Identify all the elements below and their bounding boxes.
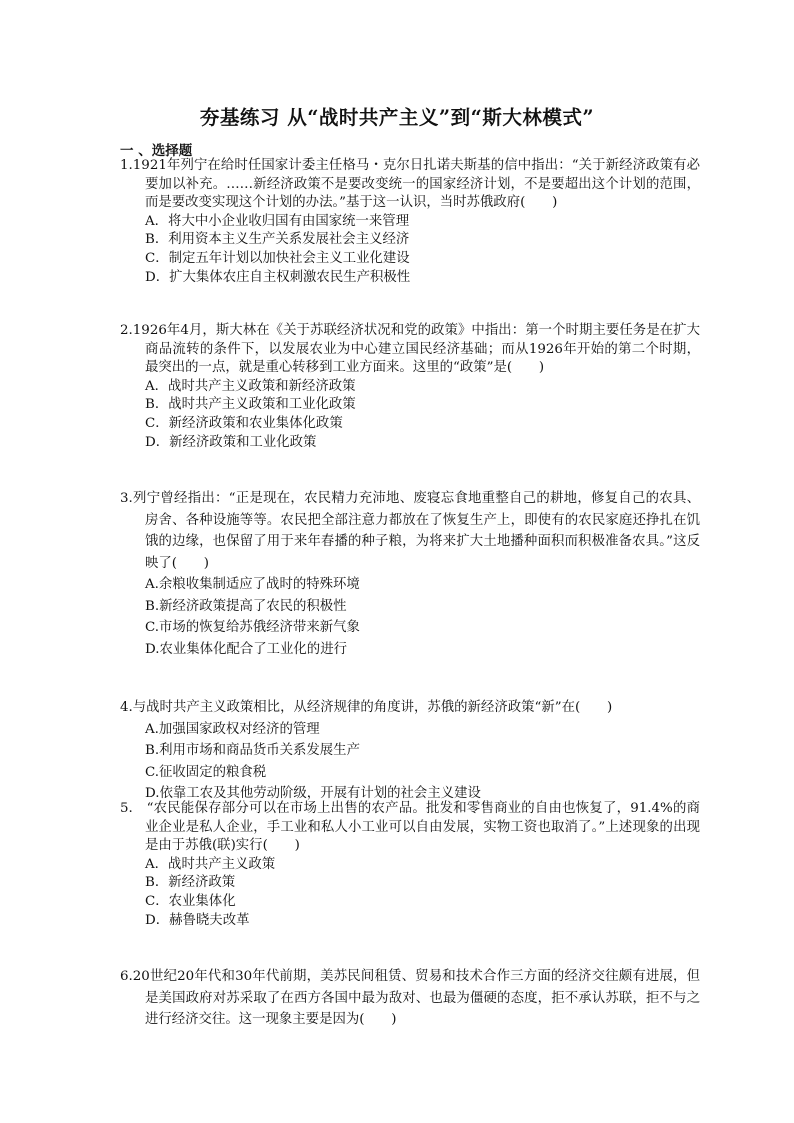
option-d: D.农业集体化配合了工业化的进行 bbox=[145, 641, 347, 657]
question-1 bbox=[120, 157, 700, 287]
question-stem: 4.与战时共产主义政策相比，从经济规律的角度讲，苏俄的新经济政策“新”在( ) bbox=[120, 700, 613, 715]
question-stem: 1.1921年列宁在给时任国家计委主任格马・克尔日扎诺夫斯基的信中指出：“关于新经济政策有必要加以补充。……新经济政策不是要改变统一的国家经济计划，不是要超出这个计划的范围，而是要改变实现这个计划的办法。”基于这一认识，当时苏俄政府( ) bbox=[120, 158, 700, 211]
option-c: C.市场的恢复给苏俄经济带来新气象 bbox=[145, 620, 360, 635]
question-6 bbox=[120, 966, 700, 1031]
option-a: A．将大中小企业收归国有由国家统一来管理 bbox=[145, 213, 410, 229]
option-b: B．战时共产主义政策和工业化政策 bbox=[145, 397, 356, 413]
option-d: D．扩大集体农庄自主权刺激农民生产积极性 bbox=[145, 269, 411, 285]
option-b: B.利用市场和商品货币关系发展生产 bbox=[145, 743, 360, 758]
option-a: A．战时共产主义政策和新经济政策 bbox=[145, 378, 356, 394]
option-c: C．制定五年计划以加快社会主义工业化建设 bbox=[145, 250, 410, 266]
question-stem: 5. “农民能保存部分可以在市场上出售的农产品。批发和零售商业的自由也恢复了，91.4%的商业企业是私人企业，手工业和私人小工业可以自由发展，实物工资也取消了。”上述现象的出现是由于苏俄(联)实行( ) bbox=[120, 801, 700, 854]
option-d: D．赫鲁晓夫改革 bbox=[145, 912, 250, 928]
option-d: D．新经济政策和工业化政策 bbox=[145, 434, 317, 450]
option-b: B．利用资本主义生产关系发展社会主义经济 bbox=[145, 232, 410, 248]
question-2 bbox=[120, 322, 700, 452]
section-heading: 一 、选择题 bbox=[120, 143, 193, 159]
option-c: C．农业集体化 bbox=[145, 893, 236, 909]
option-d: D.依靠工农及其他劳动阶级，开展有计划的社会主义建设 bbox=[145, 786, 481, 801]
question-stem: 6.20世纪20年代和30年代前期，美苏民间租赁、贸易和技术合作三方面的经济交往颇有进展，但是美国政府对苏采取了在西方各国中最为敌对、也最为僵硬的态度，拒不承认苏联，拒不与之进行经济交往。这一现象主要是因为( ) bbox=[120, 969, 700, 1027]
page-title: 夯基练习 从“战时共产主义”到“斯大林模式” bbox=[199, 106, 595, 129]
option-c: C.征收固定的粮食税 bbox=[145, 764, 267, 780]
option-b: B．新经济政策 bbox=[145, 875, 236, 891]
option-c: C．新经济政策和农业集体化政策 bbox=[145, 415, 343, 431]
option-a: A．战时共产主义政策 bbox=[145, 856, 276, 872]
option-a: A.余粮收集制适应了战时的特殊环境 bbox=[145, 577, 360, 592]
question-3 bbox=[120, 488, 700, 660]
question-4 bbox=[120, 697, 700, 805]
question-5 bbox=[120, 800, 700, 930]
question-stem: 3.列宁曾经指出：“正是现在，农民精力充沛地、废寝忘食地重整自己的耕地，修复自己的农具、房舍、各种设施等等。农民把全部注意力都放在了恢复生产上，即使有的农民家庭还挣扎在饥饿的边缘，也保留了用于来年春播的种子粮，为将来扩大土地播种面积而积极准备农具。”这反映了( ) bbox=[120, 491, 700, 571]
option-b: B.新经济政策提高了农民的积极性 bbox=[145, 598, 347, 614]
question-stem: 2.1926年4月，斯大林在《关于苏联经济状况和党的政策》中指出：第一个时期主要任务是在扩大商品流转的条件下，以发展农业为中心建立国民经济基础；而从1926年开始的第二个时期，最突出的一点，就是重心转移到工业方面来。这里的“政策”是( ) bbox=[120, 323, 700, 376]
option-a: A.加强国家政权对经济的管理 bbox=[145, 721, 320, 737]
